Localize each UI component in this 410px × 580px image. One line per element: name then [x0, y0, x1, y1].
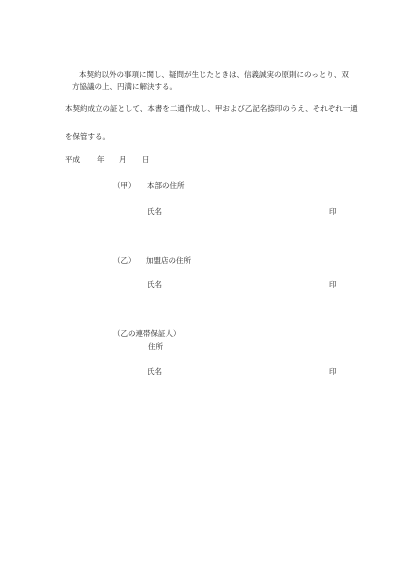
date-year: 年 — [97, 155, 105, 164]
party-b-name-label: 氏名 — [147, 280, 162, 289]
party-a-name-label: 氏名 — [147, 207, 162, 216]
clause-paragraph-line-1: 本契約以外の事項に関し、疑問が生じたときは、信義誠実の原則にのっとり、双 — [79, 70, 349, 79]
guarantor-label: （乙の連帯保証人） — [113, 329, 181, 338]
guarantor-name-label: 氏名 — [147, 367, 162, 376]
date-day: 日 — [142, 155, 150, 164]
date-era: 平成 — [65, 155, 80, 164]
party-b-address-label: 加盟店の住所 — [146, 256, 191, 265]
guarantor-seal-mark: 印 — [329, 367, 337, 376]
guarantor-address-label: 住所 — [148, 342, 163, 351]
party-b-seal-mark: 印 — [329, 280, 337, 289]
closing-paragraph-line-1: 本契約成立の証として、本書を二通作成し、甲および乙記名捺印のうえ、それぞれ一通 — [65, 104, 358, 113]
party-a-label: （甲） — [113, 181, 136, 190]
clause-paragraph-line-2: 方協議の上、円満に解決する。 — [72, 82, 177, 91]
closing-paragraph-line-2: を保管する。 — [65, 132, 110, 141]
party-a-address-label: 本部の住所 — [147, 181, 185, 190]
party-a-seal-mark: 印 — [329, 207, 337, 216]
date-month: 月 — [119, 155, 127, 164]
party-b-label: （乙） — [113, 256, 136, 265]
